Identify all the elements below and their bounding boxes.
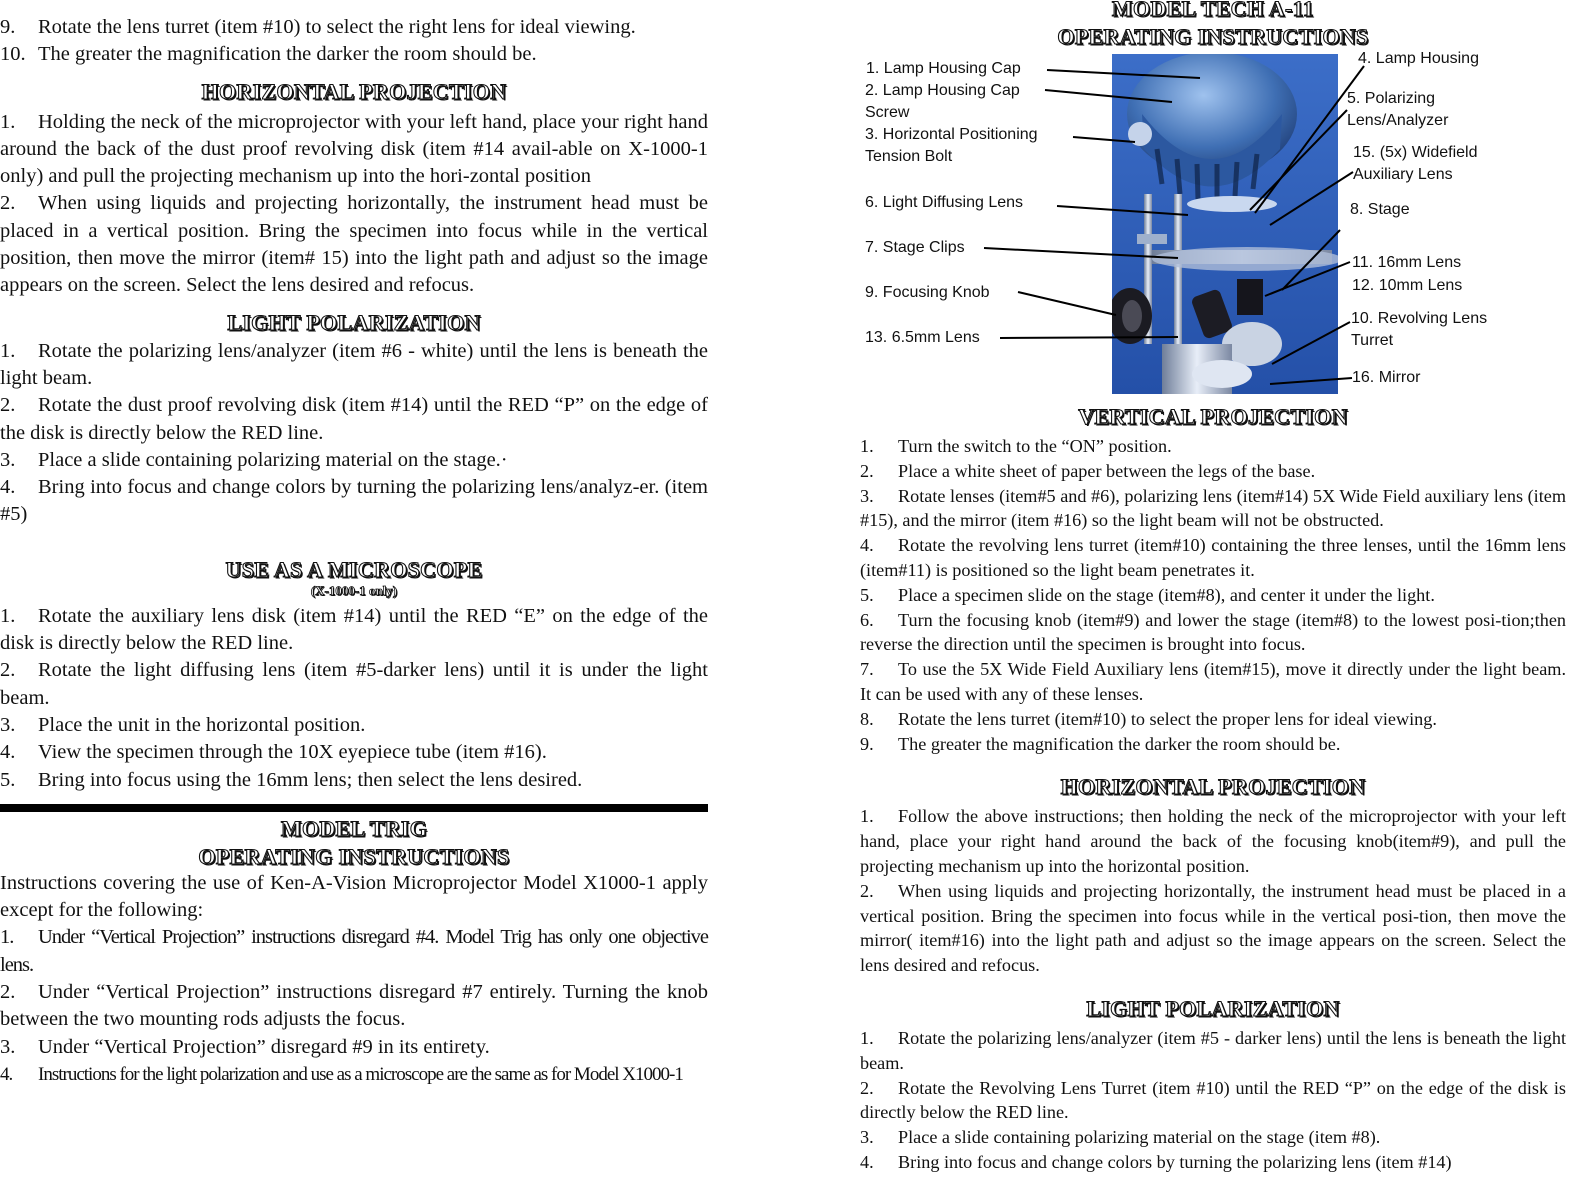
label-horizontal-positioning-line2: Tension Bolt	[865, 148, 953, 165]
list-item: 8. Rotate the lens turret (item#10) to select the proper lens for ideal viewing.	[860, 708, 1437, 729]
label-16mm-lens: 11. 16mm Lens	[1352, 254, 1462, 271]
list-item: 4. Rotate the revolving lens turret (item#10) containing the three lenses, until the 16mm lens (item#11) is positioned so the light beam penetrates it.	[860, 535, 1566, 580]
label-stage-clips: 7. Stage Clips	[865, 239, 965, 256]
label-polarizing-line2: Lens/Analyzer	[1347, 112, 1449, 129]
label-lamp-housing-cap-screw: 2. Lamp Housing Cap	[865, 82, 1020, 99]
section-title-vertical-projection: VERTICAL PROJECTION	[1078, 404, 1348, 429]
label-horizontal-positioning: 3. Horizontal Positioning	[865, 126, 1038, 143]
list-item: 5. Bring into focus using the 16mm lens; then select the lens desired.	[0, 768, 583, 791]
list-item: 3. Place a slide containing polarizing material on the stage (item #8).	[860, 1127, 1381, 1148]
label-focusing-knob: 9. Focusing Knob	[865, 284, 990, 301]
label-lamp-housing-cap-screw-line2: Screw	[865, 104, 910, 121]
list-item: 1. Rotate the auxiliary lens disk (item #14) until the RED “E” on the edge of the disk is directly below the RED line.	[0, 604, 708, 655]
label-widefield: 15. (5x) Widefield	[1353, 144, 1478, 161]
list-item: 3. Rotate lenses (item#5 and #6), polarizing lens (item#14) 5X Wide Field auxiliary lens (item #15), and the mirror (item #16) so the light beam will not be obstructed.	[860, 485, 1566, 531]
label-widefield-line2: Auxiliary Lens	[1353, 166, 1453, 183]
list-item: 4. Bring into focus and change colors by turning the polarizing lens/analyz-er. (item #5)	[0, 476, 708, 526]
list-item: 1. Under “Vertical Projection” instructions disregard #4. Model Trig has only one objective lens.	[0, 926, 708, 976]
label-lamp-housing-cap: 1. Lamp Housing Cap	[866, 60, 1021, 77]
diagram-leader-lines	[0, 0, 1573, 400]
label-mirror: 16. Mirror	[1352, 369, 1421, 386]
list-item: 9. The greater the magnification the darker the room should be.	[860, 733, 1341, 754]
list-item: 4. Instructions for the light polarization and use as a microscope are the same as for Model X1000-1	[0, 1063, 683, 1085]
divider	[0, 804, 708, 812]
list-item: 10. The greater the magnification the darker the room should be.	[0, 43, 537, 66]
tech-title: MODEL TECH A-11	[1111, 0, 1315, 21]
section-title-light-polarization: LIGHT POLARIZATION	[1086, 995, 1340, 1021]
list-item: 6. Turn the focusing knob (item#9) and lower the stage (item#8) to the lowest posi-tion;then reverse the direction until the specimen is brought into focus.	[860, 609, 1566, 655]
list-item: 2. Rotate the light diffusing lens (item #5-darker lens) until it is under the light beam.	[0, 659, 708, 709]
list-item: 3. Place the unit in the horizontal position.	[0, 713, 366, 736]
list-item: 4. Bring into focus and change colors by turning the polarizing lens (item #14)	[860, 1151, 1452, 1172]
list-item: 1. Rotate the polarizing lens/analyzer (item #6 - white) until the lens is beneath the light beam.	[0, 339, 708, 389]
trig-subtitle: OPERATING INSTRUCTIONS	[198, 843, 510, 869]
list-item: 7. To use the 5X Wide Field Auxiliary lens (item#15), move it directly under the light beam. It can be used with any of these lenses.	[860, 659, 1566, 704]
label-light-diffusing-lens: 6. Light Diffusing Lens	[865, 194, 1024, 211]
label-revolving-lens-turret-line2: Turret	[1351, 332, 1394, 349]
label-revolving-lens-turret: 10. Revolving Lens	[1351, 310, 1488, 327]
label-6-5mm-lens: 13. 6.5mm Lens	[865, 329, 980, 346]
list-item: 4. View the specimen through the 10X eyepiece tube (item #16).	[0, 741, 547, 764]
section-title-use-as-microscope: USE AS A MICROSCOPE	[225, 556, 483, 582]
label-lamp-housing: 4. Lamp Housing	[1358, 50, 1479, 67]
list-item: 2. Under “Vertical Projection” instructions disregard #7 entirely. Turning the knob between the two mounting rods adjusts the focus.	[0, 981, 708, 1031]
list-item: 1. Follow the above instructions; then holding the neck of the microprojector with your left hand, place your right hand around the back of the focusing knob(item#9), and pull the projecting mechanism up into the horizontal position.	[860, 806, 1566, 876]
trig-intro: Instructions covering the use of Ken-A-Vision Microprojector Model X1000-1 apply except for the following:	[0, 871, 708, 922]
list-item: 2. When using liquids and projecting horizontally, the instrument head must be placed in a vertical position. Bring the specimen into focus while in the vertical position, then move the mirror (item# 15) into the light path and adjust so the image appears on the screen. Select the lens desired and refocus.	[0, 192, 708, 297]
label-polarizing: 5. Polarizing	[1347, 90, 1436, 107]
label-10mm-lens: 12. 10mm Lens	[1352, 277, 1463, 294]
right-column-text	[860, 404, 1566, 1175]
section-title-horizontal-projection: HORIZONTAL PROJECTION	[1060, 774, 1366, 800]
list-item: 5. Place a specimen slide on the stage (item#8), and center it under the light.	[860, 584, 1435, 605]
section-subtitle: (X-1000-1 only)	[310, 582, 398, 598]
trig-title: MODEL TRIG	[280, 815, 428, 841]
list-item: 2. Place a white sheet of paper between the legs of the base.	[860, 460, 1316, 481]
list-item: 2. When using liquids and projecting horizontally, the instrument head must be placed in a vertical position. Bring the specimen into focus while in the vertical posi-tion, then move the mirror( item#16) into the light path and adjust so the image appears on the screen. Select the lens desired and refocus.	[860, 880, 1566, 976]
section-title-horizontal-projection: HORIZONTAL PROJECTION	[201, 78, 507, 104]
list-item: 2. Rotate the Revolving Lens Turret (item #10) until the RED “P” on the edge of the disk is directly below the RED line.	[860, 1077, 1566, 1123]
list-item: 2. Rotate the dust proof revolving disk (item #14) until the RED “P” on the edge of the disk is directly below the RED line.	[0, 394, 708, 444]
list-item: 1. Rotate the polarizing lens/analyzer (item #5 - darker lens) until the lens is beneath the light beam.	[860, 1027, 1566, 1073]
tech-subtitle: OPERATING INSTRUCTIONS	[1057, 24, 1369, 49]
label-stage: 8. Stage	[1350, 201, 1410, 218]
list-item: 1. Holding the neck of the microprojector with your left hand, place your right hand around the back of the dust proof revolving disk (item #14 avail-able on X-1000-1 only) and pull the projecting mechanism up into the hori-zontal position	[0, 110, 708, 188]
list-item: 9. Rotate the lens turret (item #10) to select the right lens for ideal viewing.	[0, 16, 636, 38]
section-title-light-polarization: LIGHT POLARIZATION	[227, 309, 481, 335]
list-item: 3. Under “Vertical Projection” disregard #9 in its entirety.	[0, 1035, 490, 1058]
list-item: 1. Turn the switch to the “ON” position.	[860, 436, 1172, 456]
list-item: 3. Place a slide containing polarizing material on the stage.·	[0, 448, 508, 471]
